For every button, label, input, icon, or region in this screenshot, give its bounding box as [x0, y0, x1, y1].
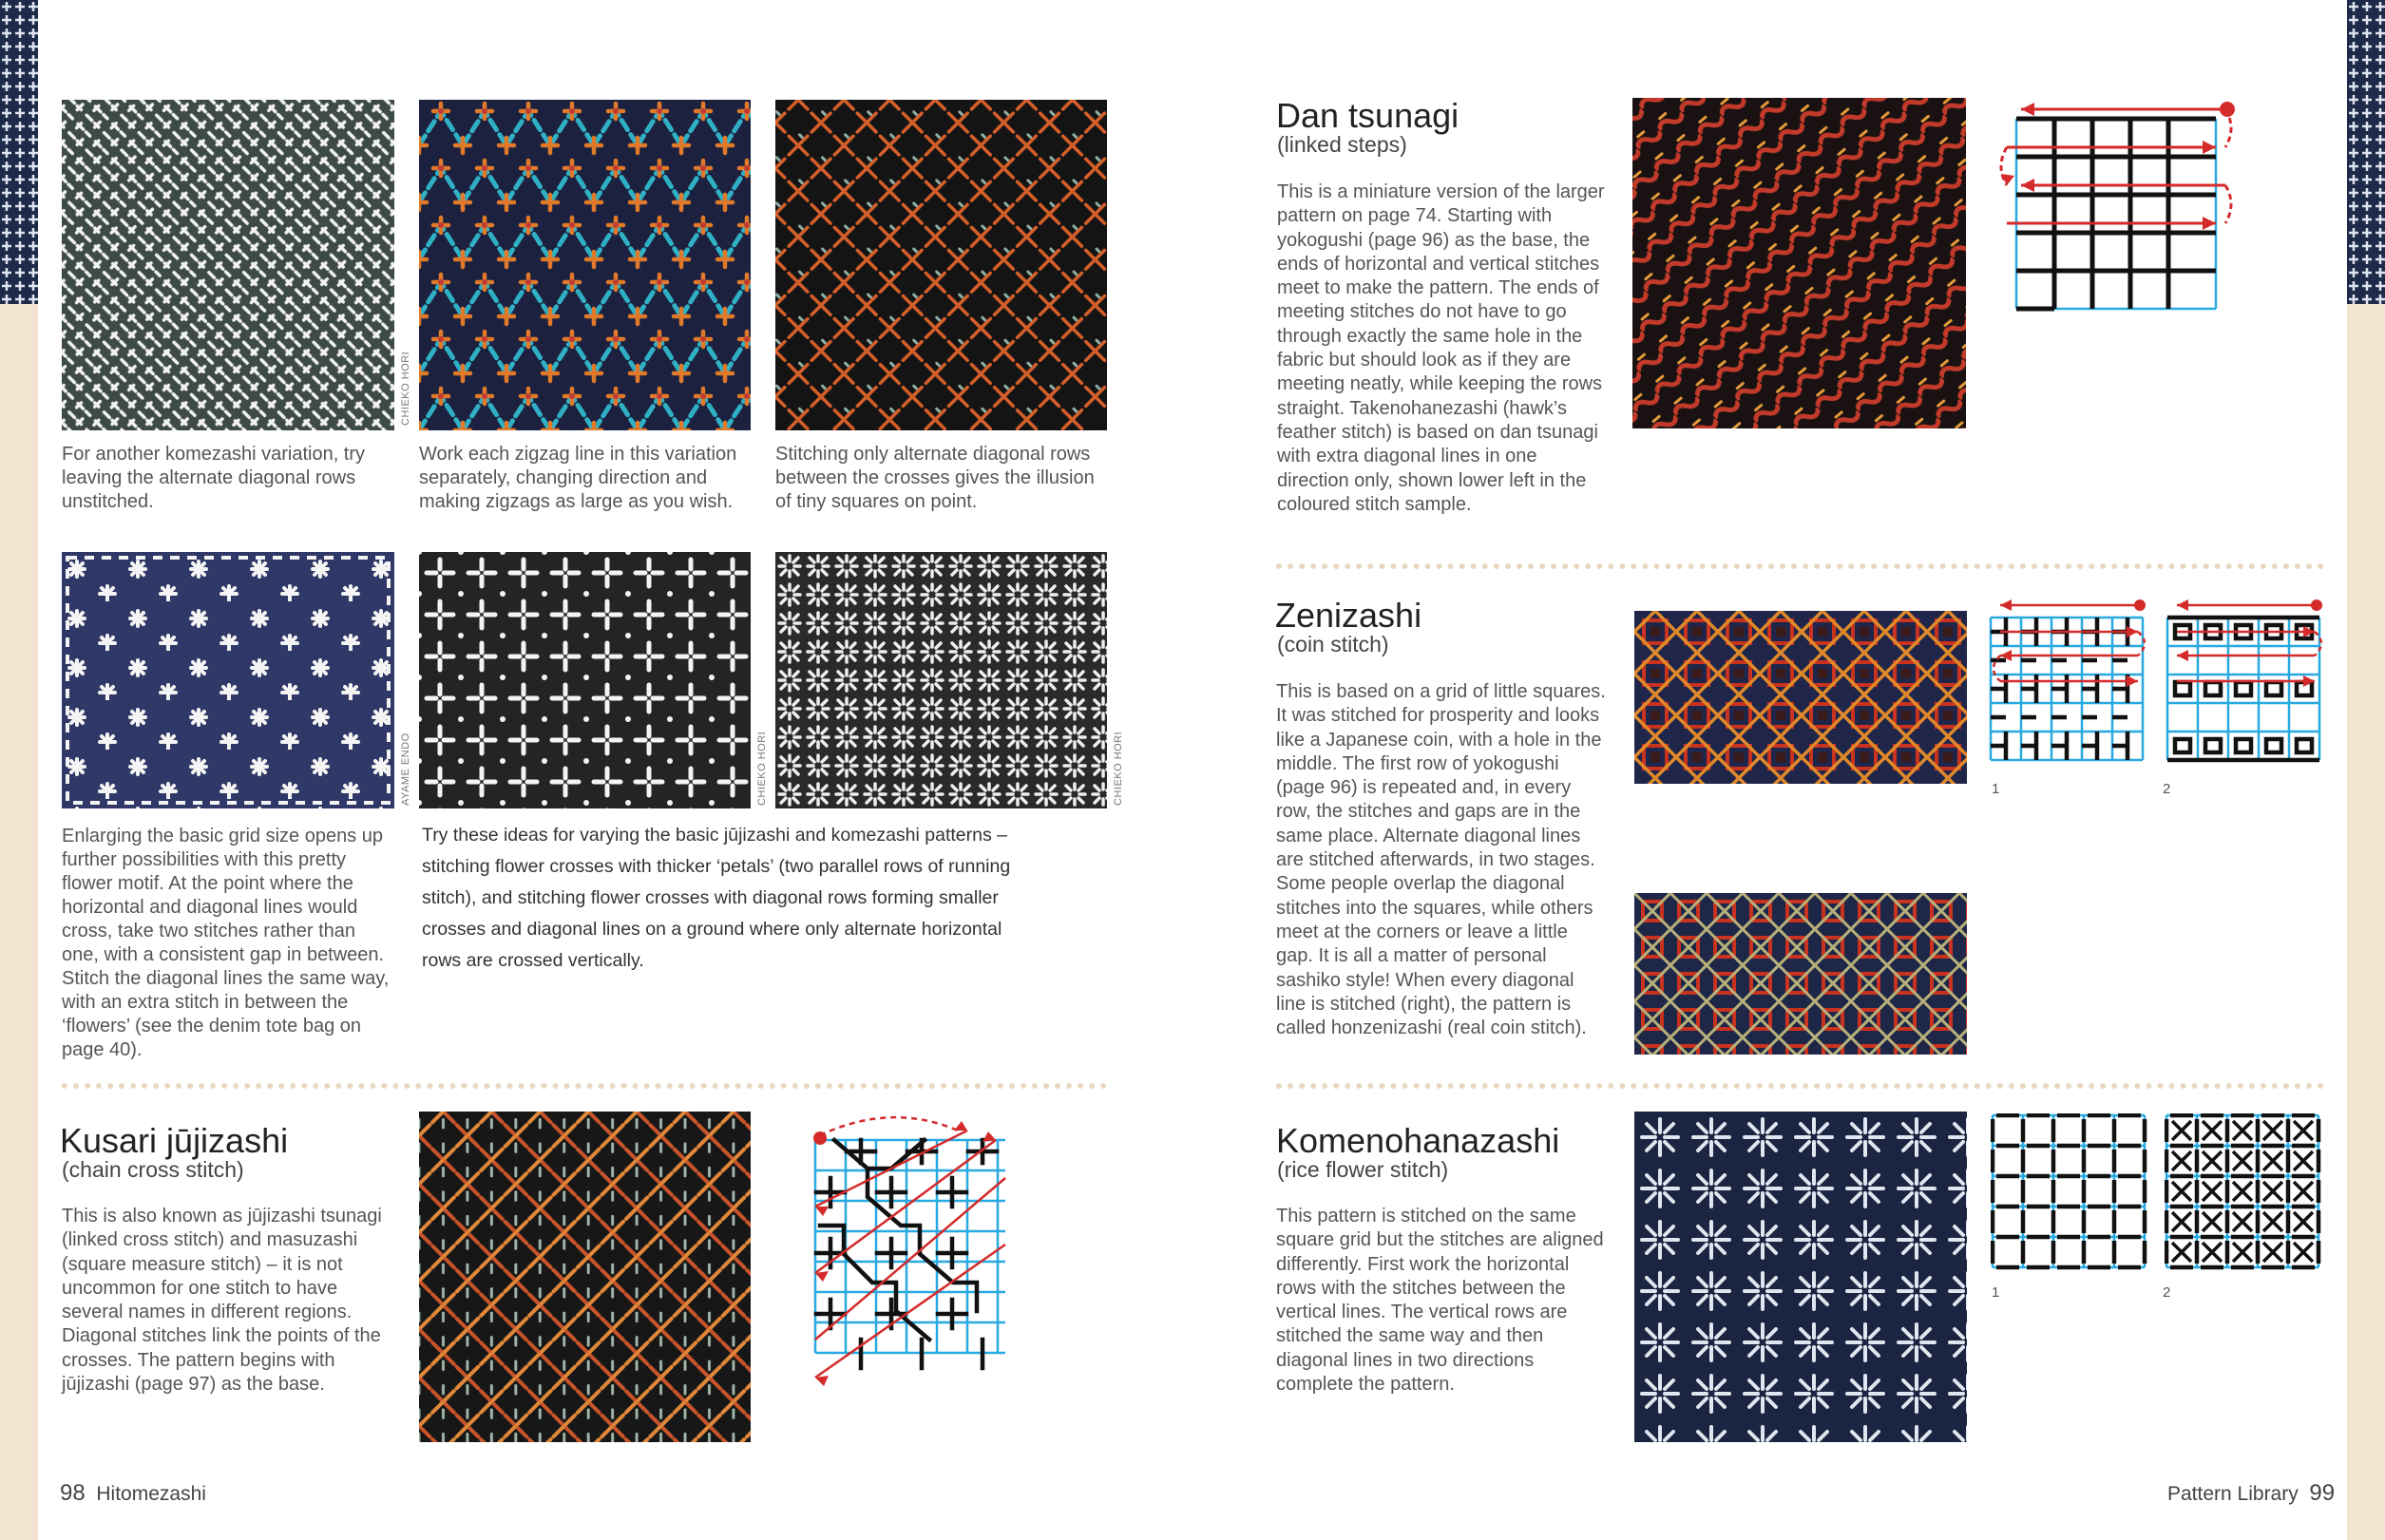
- caption-flower-motif: Enlarging the basic grid size opens up further possibilities with this pretty flower motif. At the point where the horizontal and diagonal lines would cross, take two stitches rather than one, with a consistent gap in between. Stitch the diagonal lines the same way, with an extra stitch in between the ‘flowers’ (see the denim tote bag on page 40).: [62, 826, 390, 1060]
- kusari-jujizashi-swatch: [419, 1112, 751, 1442]
- zenizashi-diagram-step-2: [2160, 594, 2340, 770]
- right-edge-fabric-swatch: [2347, 0, 2385, 304]
- kusari-jujizashi-title: Kusari jūjizashi: [60, 1121, 289, 1160]
- komenohanazashi-diagram-step-1: [1991, 1113, 2147, 1270]
- page-number: 98: [60, 1480, 86, 1506]
- photo-credit-chieko-hori-2: CHIEKO HORI: [756, 731, 768, 806]
- zigzag-variation-swatch: [419, 100, 751, 430]
- dan-tsunagi-body: This is a miniature version of the larger pattern on page 74. Starting with yokogushi (page 96) as the base, the ends of horizontal and vertical stitches meet to make the pattern. The ends of meeting stitches do not have to go through exactly the same hole in the fabric but should look as if they are meeting neatly, while keeping the rows straight. Takenohanezashi (hawk’s feather stitch) is based on dan tsunagi with extra diagonal lines in one direction only, shown lower left in the coloured stitch sample.: [1277, 181, 1605, 515]
- zenizashi-title: Zenizashi: [1275, 596, 1422, 635]
- kusari-jujizashi-body: This is also known as jūjizashi tsunagi (linked cross stitch) and masuzashi (square measure stitch) – it is not uncommon for one stitch to have several names in different regions. Diagonal stitches link the points of the crosses. The pattern begins with jūjizashi (page 97) as the base.: [62, 1206, 382, 1396]
- diagonal-cross-swatch: [775, 552, 1107, 808]
- zenizashi-body: This is based on a grid of little squares. It was stitched for prosperity and looks like a Japanese coin, with a hole in the middle. The first row of yokogushi (page 96) is repeated and, in every row, the stitches and gaps are in the same place. Alternate diagonal lines are stitched afterwards, in two stages. Some people overlap the diagonal stitches into the squares, while others meet at the corners or leave a little gap. It is all a matter of personal sashiko style! When every diagonal line is stitched (right), the pattern is called honzenizashi (real coin stitch).: [1276, 681, 1606, 1039]
- flower-motif-swatch: [62, 552, 394, 808]
- caption-varying-patterns: Try these ideas for varying the basic jūjizashi and komezashi patterns – stitching flower crosses with thicker ‘petals’ (two parallel rows of running stitch), and stitching flower crosses with diagonal rows forming smaller crosses and diagonal lines on a ground where only alternate horizontal rows are crossed vertically.: [422, 825, 1011, 971]
- section-divider-left: [62, 1083, 1107, 1089]
- zenizashi-swatch-diagonal: [1634, 611, 1967, 784]
- komenohanazashi-diagram-step-2: [2165, 1113, 2324, 1270]
- zenizashi-step-1-label: 1: [1992, 781, 2000, 797]
- dan-tsunagi-swatch: [1632, 98, 1966, 428]
- caption-alternate-diagonal: Stitching only alternate diagonal rows between the crosses gives the illusion of tiny squares on point.: [775, 444, 1095, 512]
- flower-cross-swatch: [419, 552, 751, 808]
- right-folio: [2167, 1480, 2335, 1507]
- komenohanazashi-subtitle: (rice flower stitch): [1277, 1157, 1449, 1182]
- caption-zigzag-variation: Work each zigzag line in this variation separately, changing direction and making zigzags as large as you wish.: [419, 444, 737, 512]
- caption-komezashi-variation: For another komezashi variation, try leaving the alternate diagonal rows unstitched.: [62, 444, 366, 512]
- komezashi-variation-swatch: [62, 100, 394, 430]
- left-folio: [60, 1480, 206, 1507]
- dan-tsunagi-title: Dan tsunagi: [1276, 96, 1460, 135]
- page-number: 99: [2309, 1480, 2336, 1506]
- photo-credit-ayame-endo: AYAME ENDO: [400, 732, 411, 806]
- dan-tsunagi-diagram: [1988, 95, 2268, 347]
- zenizashi-subtitle: (coin stitch): [1277, 632, 1389, 656]
- running-head: Hitomezashi: [96, 1483, 206, 1505]
- kusari-jujizashi-subtitle: (chain cross stitch): [62, 1157, 244, 1182]
- honzenizashi-swatch: [1634, 893, 1967, 1055]
- zenizashi-diagram-step-1: [1986, 594, 2157, 770]
- komenohanazashi-title: Komenohanazashi: [1276, 1121, 1560, 1160]
- komenohanazashi-swatch: [1634, 1112, 1967, 1442]
- kusari-jujizashi-diagram: [777, 1112, 1026, 1387]
- left-edge-fabric-swatch: [0, 0, 38, 304]
- komenohanazashi-body: This pattern is stitched on the same square grid but the stitches are aligned differently. First work the horizontal rows with the stitches between the vertical lines. The vertical rows are stitched the same way and then diagonal lines in two directions complete the pattern.: [1276, 1206, 1604, 1396]
- section-divider-right-2: [1276, 1083, 2324, 1089]
- section-divider-right-1: [1276, 563, 2324, 569]
- alternate-diagonal-swatch: [775, 100, 1107, 430]
- komenohanazashi-step-2-label: 2: [2163, 1284, 2171, 1301]
- zenizashi-step-2-label: 2: [2163, 781, 2171, 797]
- photo-credit-chieko-hori-1: CHIEKO HORI: [400, 351, 411, 426]
- running-head: Pattern Library: [2167, 1483, 2299, 1505]
- komenohanazashi-step-1-label: 1: [1992, 1284, 2000, 1301]
- photo-credit-chieko-hori-3: CHIEKO HORI: [1113, 731, 1124, 806]
- dan-tsunagi-subtitle: (linked steps): [1277, 132, 1407, 157]
